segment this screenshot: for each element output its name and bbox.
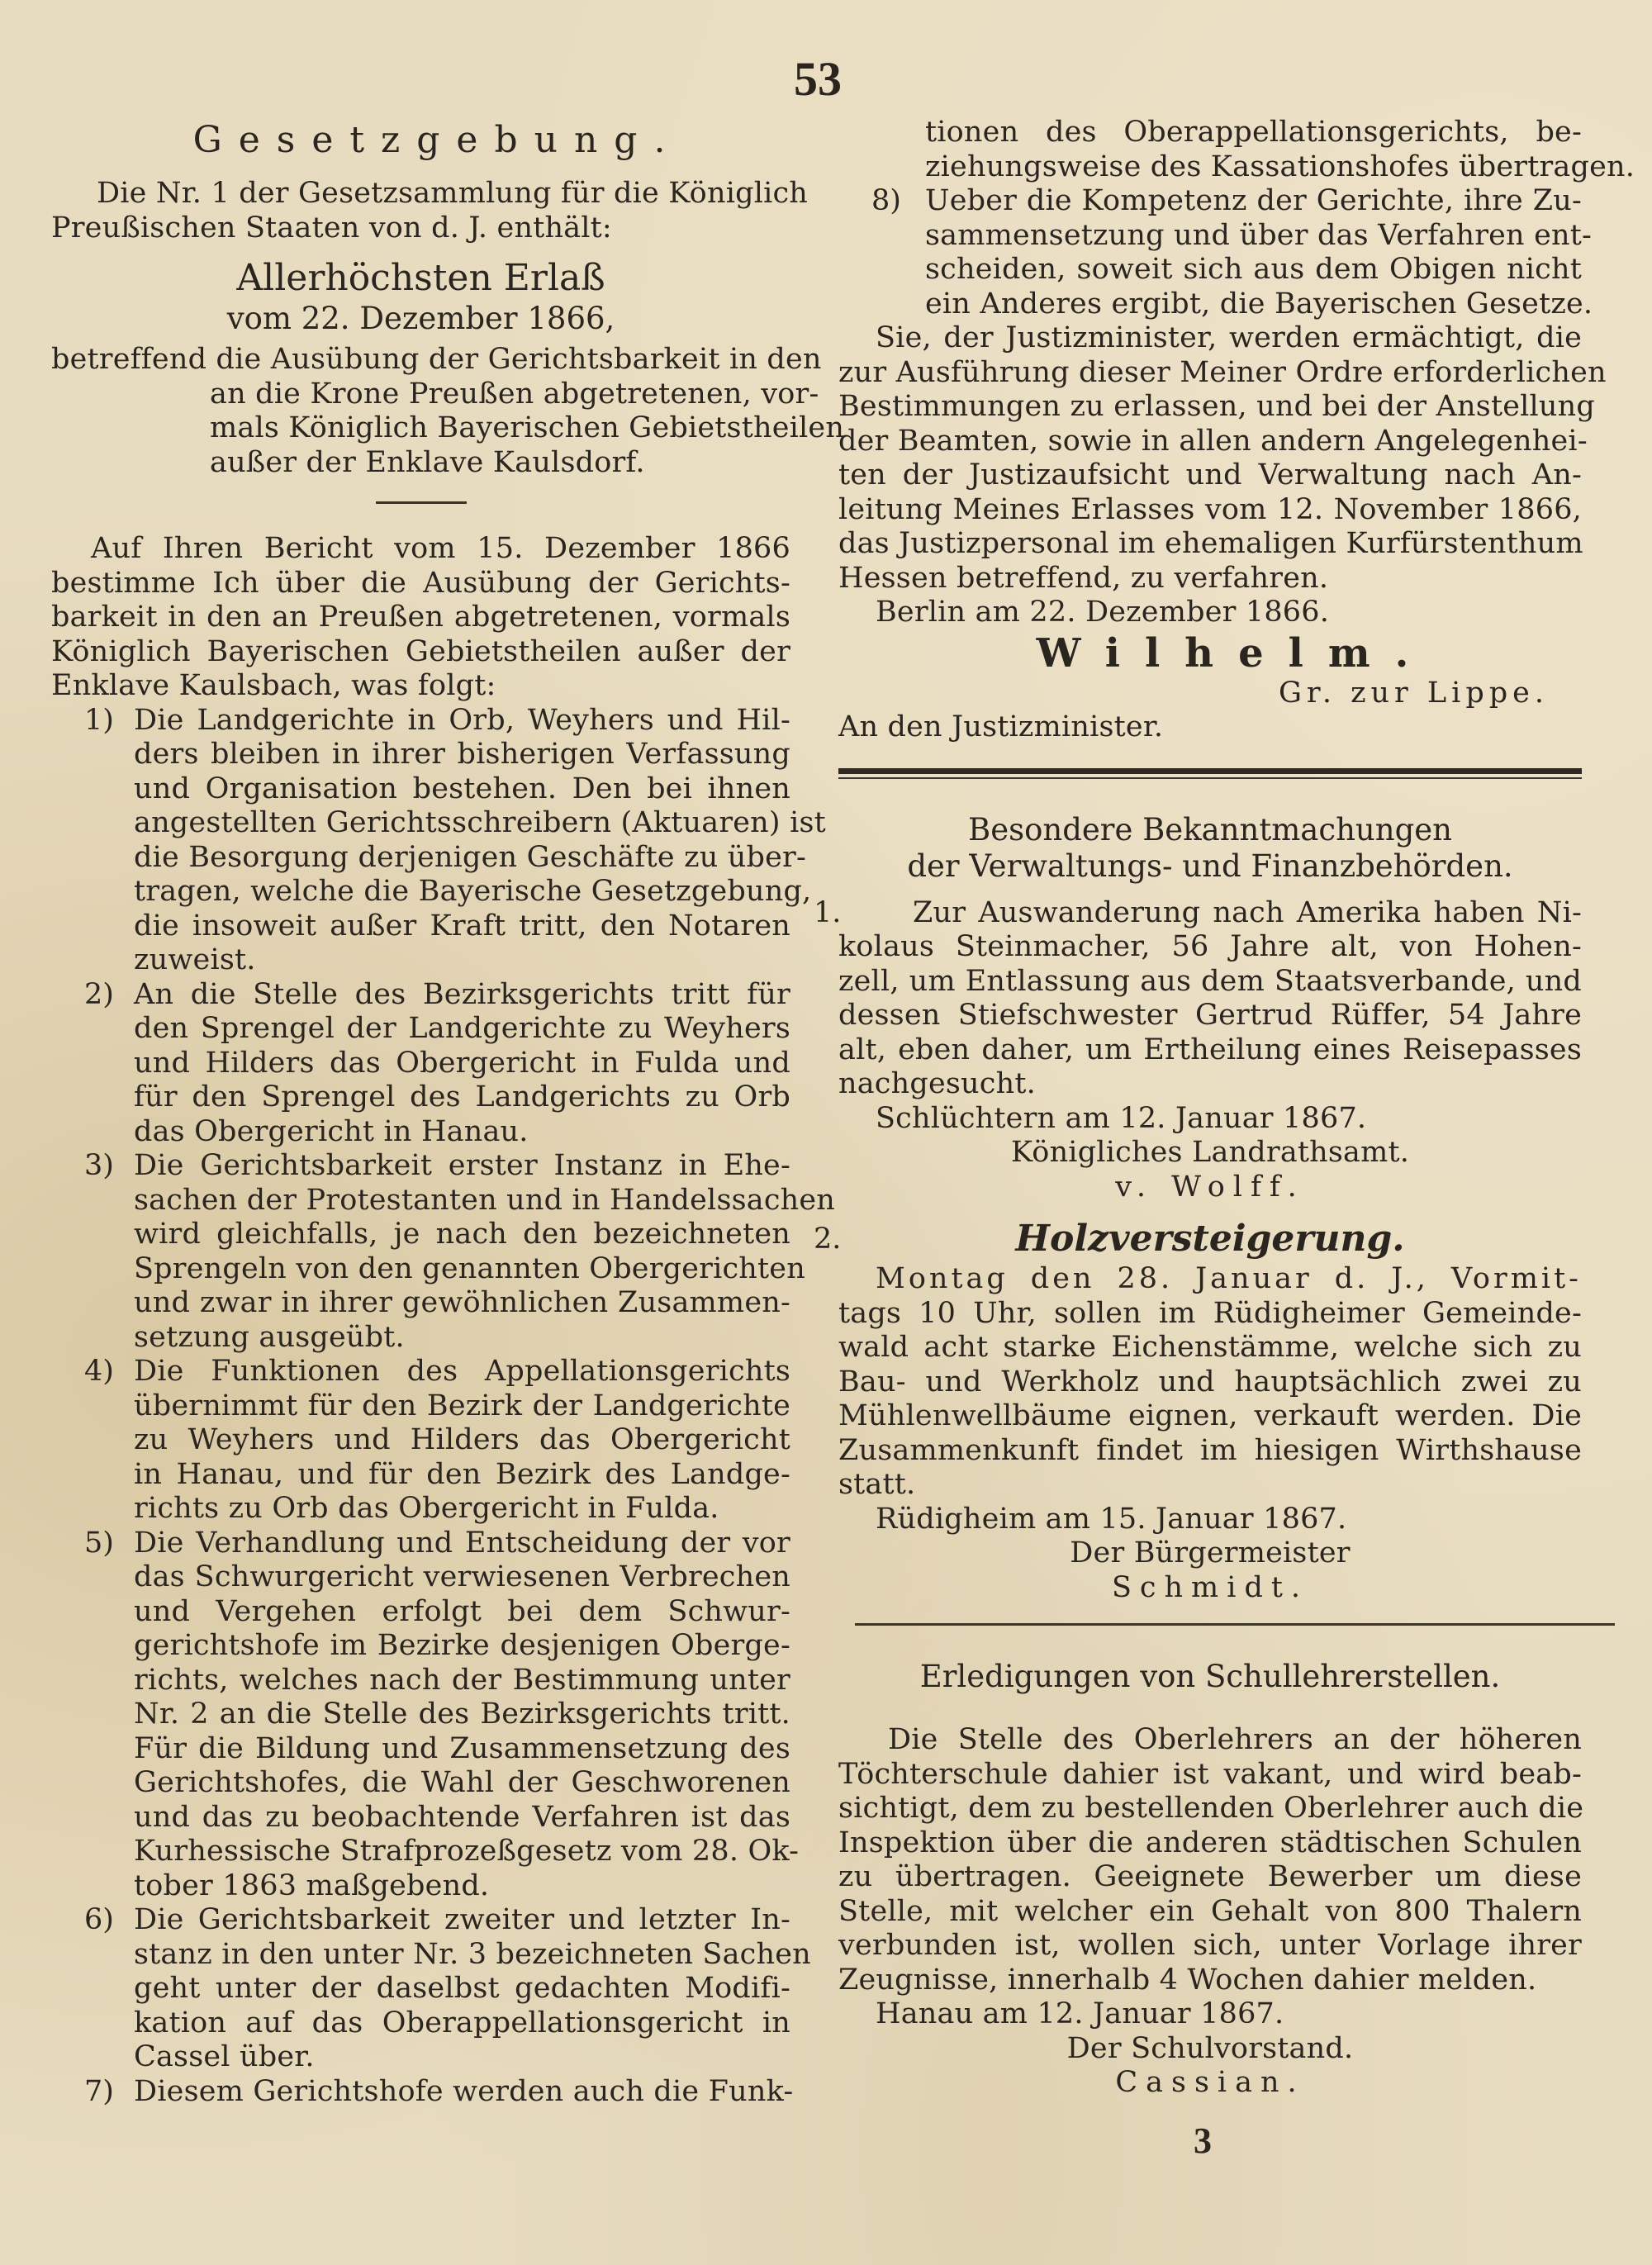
notice-line: Zeugnisse, innerhalb 4 Wochen dahier melden. [838,1963,1537,1997]
notice-signer: Cassian. [1115,2066,1305,2099]
item-line: Die Gerichtsbarkeit erster Instanz in Ehe- [134,1149,790,1182]
notice-signer: v. Wolff. [1115,1170,1305,1204]
item-line: tragen, welche die Bayerische Gesetzgebung, [134,875,812,908]
item-number: 5) [84,1526,114,1560]
notice-line: verbunden ist, wollen sich, unter Vorlage ihrer [838,1929,1582,1962]
notice-place-date: Hanau am 12. Januar 1867. [876,1997,1284,2030]
subject-line: betreffend die Ausübung der Gerichtsbarkeit in den [51,343,822,376]
place-date: Berlin am 22. Dezember 1866. [876,596,1330,629]
item-line: setzung ausgeübt. [134,1320,405,1354]
erlass-title: Allerhöchsten Erlaß [236,257,605,299]
notice-line: Töchterschule dahier ist vakant, und wird beab- [838,1757,1582,1791]
notice-number: 2. [814,1223,842,1256]
item-line: Die Gerichtsbarkeit zweiter und letzter In- [134,1903,790,1936]
closing-line: leitung Meines Erlasses vom 12. November 1866, [838,492,1582,526]
item-line: Sprengeln von den genannten Obergerichten [134,1251,805,1285]
notice-office: Der Schulvorstand. [1066,2031,1354,2065]
item-line: Nr. 2 an die Stelle des Bezirksgerichts tritt. [134,1698,790,1731]
ordinance-item-5 [51,1526,800,1904]
ordinance-item-1 [51,703,826,978]
item-line: übernimmt für den Bezirk der Landgerichte [134,1389,790,1422]
item-line: den Sprengel der Landgerichte zu Weyhers [134,1012,790,1045]
closing-line: das Justizpersonal im ehemaligen Kurfürstenthum [838,527,1583,560]
notice-line: zu übertragen. Geeignete Bewerber um diese [838,1860,1582,1893]
item-line: und Organisation bestehen. Den bei ihnen [134,772,790,805]
item-number: 7) [84,2074,114,2108]
subject-line: außer der Enklave Kaulsdorf. [210,445,645,479]
item-line: und zwar in ihrer gewöhnlichen Zusammen- [134,1286,790,1319]
item-line: die insoweit außer Kraft tritt, den Notaren [134,909,790,943]
notice-line: sichtigt, dem zu bestellenden Oberlehrer auch die [838,1792,1584,1825]
ordinance-items [51,703,836,2110]
item-line: ein Anderes ergibt, die Bayerischen Gesetze. [925,287,1593,321]
intro-line: Die Nr. 1 der Gesetzsammlung für die Königlich [97,177,809,210]
closing-line: Sie, der Justizminister, werden ermächtigt, die [876,321,1582,354]
signature-wilhelm: Wilhelm. [1036,629,1434,677]
item-line: tionen des Oberappellationsgerichts, be- [925,116,1582,149]
item-line: richts, welches nach der Bestimmung unter [134,1663,790,1697]
item-line: das Schwurgericht verwiesenen Verbrechen [134,1560,790,1593]
right-column [814,116,1635,2101]
item-number: 3) [84,1149,114,1182]
notice-office: Königliches Landrathsamt. [1010,1136,1410,1169]
ordinance-item-7 [51,2074,794,2110]
item-line: zu Weyhers und Hilders das Obergericht [134,1423,790,1456]
separator-rule [376,501,467,504]
item-line: und Vergehen erfolgt bei dem Schwur- [134,1594,790,1628]
item-line: scheiden, soweit sich aus dem Obigen nicht [925,253,1582,286]
ordinance-item-4 [51,1355,790,1527]
item-number: 6) [84,1903,114,1936]
item-line: und Hilders das Obergericht in Fulda und [134,1046,790,1080]
closing-line: ten der Justizaufsicht und Verwaltung nach An- [838,458,1582,491]
item-line: das Obergericht in Hanau. [134,1114,529,1148]
preamble [51,532,790,704]
item-line: ziehungsweise des Kassationshofes übertragen. [925,150,1635,183]
item-line: tober 1863 maßgebend. [134,1869,490,1902]
item-line: Diesem Gerichtshofe werden auch die Funk- [134,2074,794,2108]
countersignature: Gr. zur Lippe. [1278,676,1549,710]
item-line: gerichtshofe im Bezirke desjenigen Oberge- [134,1629,790,1662]
notice-line: Zur Auswanderung nach Amerika haben Ni- [913,895,1582,929]
ordinance-item-8 [838,184,1593,321]
item-line: stanz in den unter Nr. 3 bezeichneten Sachen [134,1937,811,1971]
notice-2 [814,1216,1582,1605]
notice-1 [814,895,1582,1205]
notice-3 [838,1659,1582,2101]
item-line: und das zu beobachtende Verfahren ist das [134,1800,790,1834]
notice-line: dessen Stiefschwester Gertrud Rüffer, 54 Jahre [838,999,1582,1032]
preamble-line: Auf Ihren Bericht vom 15. Dezember 1866 [91,532,790,565]
item-line: richts zu Orb das Obergericht in Fulda. [134,1492,719,1525]
item-line: die Besorgung derjenigen Geschäfte zu über- [134,840,807,874]
subject-line: mals Königlich Bayerischen Gebietstheilen [210,411,845,444]
item-line: geht unter der daselbst gedachten Modifi- [134,1972,790,2005]
notice-line: Die Stelle des Oberlehrers an der höheren [888,1723,1582,1756]
notice-line: Montag den 28. Januar d. J., Vormit- [876,1262,1582,1295]
notice-place-date: Schlüchtern am 12. Januar 1867. [876,1101,1367,1135]
item-line: angestellten Gerichtsschreibern (Aktuaren) ist [134,806,826,839]
item-line: Ueber die Kompetenz der Gerichte, ihre Zu- [925,184,1582,217]
notice-line: Inspektion über die anderen städtischen Schulen [838,1826,1582,1859]
notice-place-date: Rüdigheim am 15. Januar 1867. [876,1502,1347,1536]
notice-line: alt, eben daher, um Ertheilung eines Reisepasses [838,1033,1582,1066]
item-line: Die Verhandlung und Entscheidung der vor [134,1526,790,1560]
item-line: Die Funktionen des Appellationsgerichts [134,1355,790,1388]
printer-signature-mark: 3 [1194,2120,1212,2161]
preamble-line: Enklave Kaulsbach, was folgt: [51,669,496,702]
item-line: zuweist. [134,943,256,976]
closing-line: Bestimmungen zu erlassen, und bei der Anstellung [838,390,1595,423]
item-number: 2) [84,977,114,1011]
notice-heading: Erledigungen von Schullehrerstellen. [919,1659,1501,1694]
item-line: Gerichtshofes, die Wahl der Geschworenen [134,1766,790,1799]
item-line: kation auf das Oberappellationsgericht in [134,2006,790,2039]
section-divider-heavy [838,768,1582,774]
item-line: sammensetzung und über das Verfahren ent- [925,218,1593,252]
notice-office: Der Bürgermeister [1070,1536,1351,1569]
closing-line: zur Ausführung dieser Meiner Ordre erforderlichen [838,355,1607,389]
addressee: An den Justizminister. [838,710,1164,743]
section-title-gesetzgebung: Gesetzgebung. [192,119,682,161]
closing-paragraph [838,321,1607,596]
notice-line: nachgesucht. [838,1067,1036,1100]
item-7-continued [838,116,1635,184]
notice-line: wald acht starke Eichenstämme, welche sich zu [838,1331,1582,1364]
item-line: An die Stelle des Bezirksgerichts tritt für [134,977,790,1011]
item-number: 8) [871,184,901,217]
notice-line: statt. [838,1468,916,1501]
item-line: Cassel über. [134,2040,315,2073]
item-number: 4) [84,1355,114,1388]
item-line: Kurhessische Strafprozeßgesetz vom 28. Ok- [134,1835,800,1868]
notice-line: Zusammenkunft findet im hiesigen Wirthshause [838,1433,1582,1467]
left-column [51,116,845,2109]
notice-line: Bau- und Werkholz und hauptsächlich zwei zu [838,1365,1582,1398]
notice-line: Stelle, mit welcher ein Gehalt von 800 Thalern [838,1894,1582,1928]
item-line: ders bleiben in ihrer bisherigen Verfassung [134,738,790,771]
item-number: 1) [84,703,114,737]
item-line: Für die Bildung und Zusammensetzung des [134,1731,790,1765]
section-divider-thin [838,777,1582,779]
notice-line: zell, um Entlassung aus dem Staatsverbande, und [838,964,1582,998]
ordinance-item-3 [51,1149,836,1355]
intro [51,177,809,245]
notice-number: 1. [814,895,842,929]
ordinance-item-2 [51,978,790,1150]
page-number: 53 [794,52,842,106]
subject-line: an die Krone Preußen abgetretenen, vor- [210,377,819,411]
section-divider [855,1623,1615,1626]
notice-title: Holzversteigerung. [1015,1218,1405,1260]
ordinance-item-6 [51,1903,811,2075]
notices-heading: der Verwaltungs- und Finanzbehörden. [907,848,1513,884]
item-line: für den Sprengel des Landgerichts zu Orb [134,1080,790,1114]
closing-line: Hessen betreffend, zu verfahren. [838,561,1329,595]
erlass-subject [51,343,845,480]
item-line: in Hanau, und für den Bezirk des Landge- [134,1457,790,1491]
notices-heading: Besondere Bekanntmachungen [968,811,1452,848]
item-line: Die Landgerichte in Orb, Weyhers und Hil- [134,703,790,737]
notice-signer: Schmidt. [1111,1570,1309,1604]
notice-line: tags 10 Uhr, sollen im Rüdigheimer Gemeinde- [838,1296,1582,1330]
preamble-line: bestimme Ich über die Ausübung der Gerichts- [51,566,790,600]
item-line: sachen der Protestanten und in Handelssachen [134,1183,836,1217]
notice-line: kolaus Steinmacher, 56 Jahre alt, von Hohen- [838,930,1582,963]
preamble-line: Königlich Bayerischen Gebietstheilen außer der [51,634,790,668]
closing-line: der Beamten, sowie in allen andern Angelegenhei- [838,424,1588,458]
preamble-line: barkeit in den an Preußen abgetretenen, vormals [51,601,790,634]
item-line: wird gleichfalls, je nach den bezeichneten [134,1218,790,1251]
intro-line: Preußischen Staaten von d. J. enthält: [51,211,612,245]
notice-line: Mühlenwellbäume eignen, verkauft werden. Die [838,1399,1582,1432]
erlass-date: vom 22. Dezember 1866, [226,301,615,336]
